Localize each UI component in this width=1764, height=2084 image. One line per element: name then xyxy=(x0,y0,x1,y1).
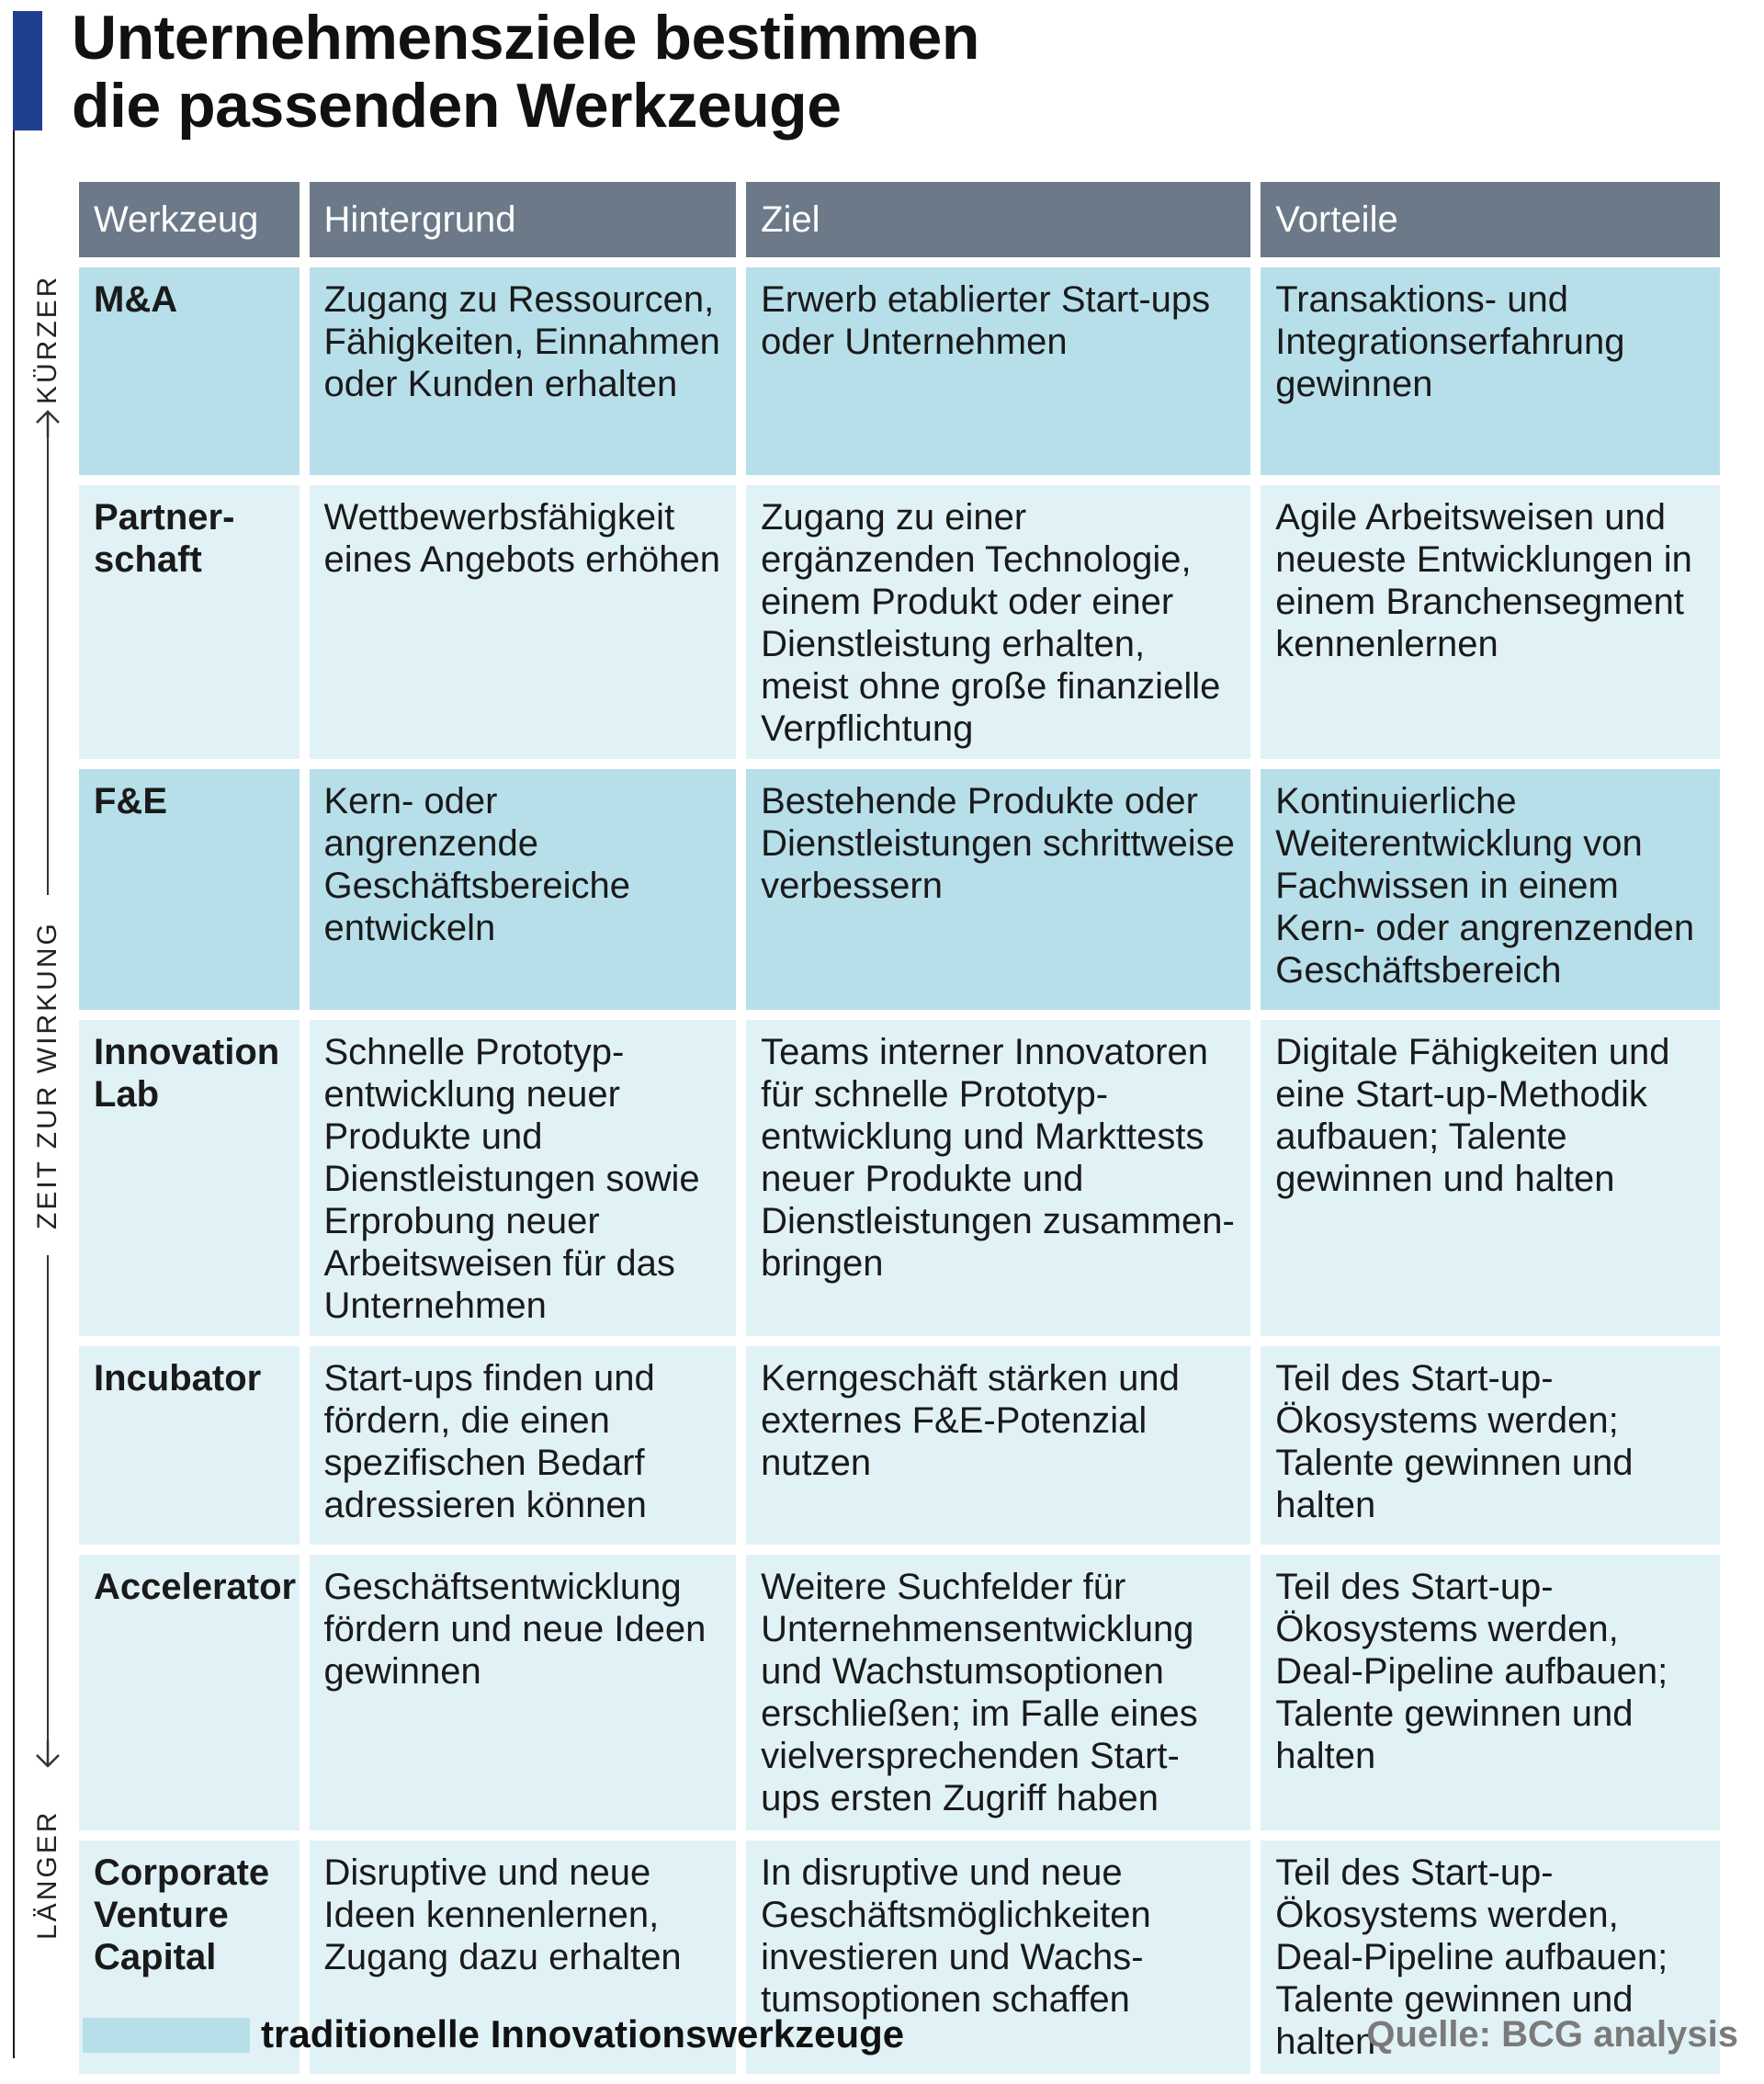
row-background: Kern- oder angrenzende Geschäftsbereiche entwickeln xyxy=(310,769,737,1010)
table-row xyxy=(79,485,1720,759)
row-goal: Kerngeschäft stärken und externes F&E-Potenzial nutzen xyxy=(746,1346,1250,1545)
innovation-tools-table xyxy=(69,172,1730,2084)
title-accent-bar xyxy=(13,11,42,130)
axis-label-longer: LÄNGER xyxy=(32,1809,62,1940)
source-note: Quelle: BCG analysis xyxy=(1366,2014,1738,2055)
row-background: Disruptive und neue Ideen kennenlernen, Zugang dazu erhalten xyxy=(310,1840,737,2074)
header-background: Hintergrund xyxy=(310,182,737,257)
row-goal: Teams interner Innovatoren für schnelle Prototypentwicklung und Markttests neuer Produkte und Dienstleistungen zusammenbringen xyxy=(746,1020,1250,1336)
row-tool: Corporate Venture Capital xyxy=(79,1840,300,2074)
table-row xyxy=(79,769,1720,1010)
row-tool: F&E xyxy=(79,769,300,1010)
row-goal: Weitere Suchfelder für Unternehmensentwicklung und Wachstumsoptionen erschließen; im Falle eines vielversprechenden Start-ups ersten Zugriff haben xyxy=(746,1555,1250,1830)
table-row xyxy=(79,267,1720,475)
row-goal: Bestehende Produkte oder Dienstleistungen schrittweise verbessern xyxy=(746,769,1250,1010)
row-tool: Incubator xyxy=(79,1346,300,1545)
table-row xyxy=(79,1020,1720,1336)
row-benefits: Teil des Start-up-Ökosystems werden, Deal-Pipeline aufbauen; Talente gewinnen und halten xyxy=(1261,1555,1720,1830)
page-title-line-2: die passenden Werkzeuge xyxy=(72,71,842,141)
row-benefits: Digitale Fähigkeiten und eine Start-up-Methodik aufbauen; Talente gewinnen und halten xyxy=(1261,1020,1720,1336)
row-background: Start-ups finden und fördern, die einen spezifischen Bedarf adressieren können xyxy=(310,1346,737,1545)
row-benefits: Agile Arbeitsweisen und neueste Entwicklungen in einem Branchensegment kennenlernen xyxy=(1261,485,1720,759)
table-header-row xyxy=(79,182,1720,257)
row-goal: Zugang zu einer ergänzenden Technologie, einem Produkt oder einer Dienstleistung erhalten, meist ohne große finanzielle Verpflichtung xyxy=(746,485,1250,759)
row-background: Geschäftsentwicklung fördern und neue Ideen gewinnen xyxy=(310,1555,737,1830)
row-benefits: Kontinuierliche Weiterentwicklung von Fachwissen in einem Kern- oder angrenzenden Geschäftsbereich xyxy=(1261,769,1720,1010)
header-benefits: Vorteile xyxy=(1261,182,1720,257)
page-title xyxy=(72,4,979,140)
row-goal: Erwerb etablierter Start-ups oder Unternehmen xyxy=(746,267,1250,475)
row-background: Wettbewerbsfähigkeit eines Angebots erhöhen xyxy=(310,485,737,759)
row-benefits: Teil des Start-up-Ökosystems werden; Talente gewinnen und halten xyxy=(1261,1346,1720,1545)
row-tool: Partnerschaft xyxy=(79,485,300,759)
axis-label-time: ZEIT ZUR WIRKUNG xyxy=(32,921,62,1229)
row-goal: In disruptive und neue Geschäftsmöglichkeiten investieren und Wachstumsoptionen schaffen xyxy=(746,1840,1250,2074)
arrow-up-icon xyxy=(35,410,61,437)
header-goal: Ziel xyxy=(746,182,1250,257)
time-axis xyxy=(28,276,68,1966)
row-tool: Innovation Lab xyxy=(79,1020,300,1336)
header-tool: Werkzeug xyxy=(79,182,300,257)
left-rule xyxy=(13,130,15,2058)
axis-line-upper xyxy=(47,436,49,895)
row-tool: M&A xyxy=(79,267,300,475)
page-title-line-1: Unternehmensziele bestimmen xyxy=(72,3,979,73)
row-background: Schnelle Prototypentwicklung neuer Produkte und Dienstleistungen sowie Erprobung neuer Arbeitsweisen für das Unternehmen xyxy=(310,1020,737,1336)
axis-line-lower xyxy=(47,1255,49,1742)
table-row xyxy=(79,1555,1720,1830)
arrow-down-icon xyxy=(35,1740,61,1768)
row-background: Zugang zu Ressourcen, Fähigkeiten, Einnahmen oder Kunden erhalten xyxy=(310,267,737,475)
row-benefits: Teil des Start-up-Ökosystems werden, Deal-Pipeline aufbauen; Talente gewinnen und halten xyxy=(1261,1840,1720,2074)
axis-label-shorter: KÜRZER xyxy=(32,274,62,404)
legend-swatch xyxy=(83,2018,250,2053)
legend-label: traditionelle Innovationswerkzeuge xyxy=(261,2012,905,2056)
row-benefits: Transaktions- und Integrationserfahrung gewinnen xyxy=(1261,267,1720,475)
table-row xyxy=(79,1346,1720,1545)
row-tool: Accelerator xyxy=(79,1555,300,1830)
